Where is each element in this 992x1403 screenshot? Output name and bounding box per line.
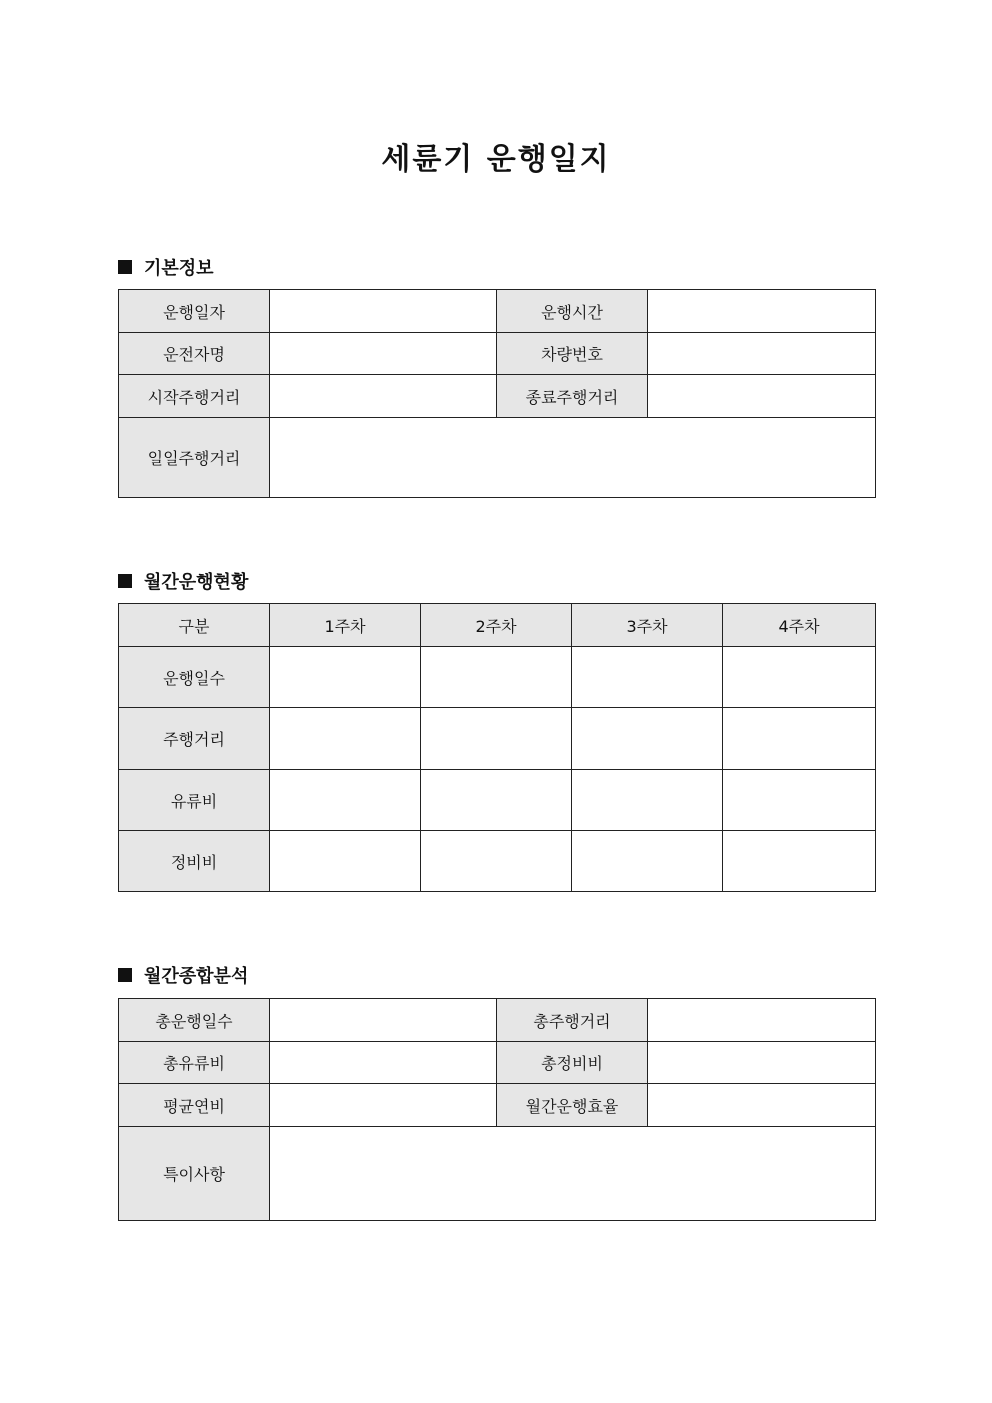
- field-remarks[interactable]: [270, 1127, 876, 1221]
- label-date: 운행일자: [119, 290, 270, 333]
- label-daily-distance: 일일주행거리: [119, 418, 270, 498]
- monthly-status-table: [118, 603, 876, 892]
- table-cell[interactable]: [270, 708, 421, 770]
- field-total-days[interactable]: [270, 999, 497, 1042]
- table-row: [119, 831, 876, 892]
- field-start-odo[interactable]: [270, 375, 497, 418]
- column-header: 2주차: [421, 604, 572, 647]
- table-cell[interactable]: [421, 770, 572, 831]
- square-bullet-icon: [118, 574, 132, 588]
- field-date[interactable]: [270, 290, 497, 333]
- table-cell[interactable]: [421, 647, 572, 708]
- table-cell[interactable]: [723, 831, 876, 892]
- square-bullet-icon: [118, 968, 132, 982]
- label-total-distance: 총주행거리: [497, 999, 648, 1042]
- label-total-fuel: 총유류비: [119, 1042, 270, 1084]
- section-heading-monthly-analysis: [118, 962, 248, 988]
- table-cell[interactable]: [421, 708, 572, 770]
- column-header: 4주차: [723, 604, 876, 647]
- table-cell[interactable]: [572, 708, 723, 770]
- label-total-maintenance: 총정비비: [497, 1042, 648, 1084]
- label-total-days: 총운행일수: [119, 999, 270, 1042]
- row-label: 유류비: [119, 770, 270, 831]
- table-row: [119, 647, 876, 708]
- basic-info-table: [118, 289, 876, 498]
- table-cell[interactable]: [723, 647, 876, 708]
- column-header: 구분: [119, 604, 270, 647]
- monthly-analysis-table: [118, 998, 876, 1221]
- section-heading-monthly-status: [118, 568, 248, 594]
- table-cell[interactable]: [270, 770, 421, 831]
- label-time: 운행시간: [497, 290, 648, 333]
- field-total-maintenance[interactable]: [648, 1042, 876, 1084]
- row-label: 주행거리: [119, 708, 270, 770]
- column-header: 3주차: [572, 604, 723, 647]
- table-cell[interactable]: [572, 831, 723, 892]
- label-driver: 운전자명: [119, 333, 270, 375]
- label-avg-efficiency: 평균연비: [119, 1084, 270, 1127]
- field-end-odo[interactable]: [648, 375, 876, 418]
- section-heading-monthly-status-label: 월간운행현황: [144, 572, 249, 593]
- label-monthly-efficiency: 월간운행효율: [497, 1084, 648, 1127]
- label-end-odo: 종료주행거리: [497, 375, 648, 418]
- section-heading-basic-label: 기본정보: [144, 258, 214, 279]
- table-row: [119, 708, 876, 770]
- row-label: 정비비: [119, 831, 270, 892]
- field-vehicle[interactable]: [648, 333, 876, 375]
- table-cell[interactable]: [270, 647, 421, 708]
- page-title: 세륜기 운행일지: [381, 142, 611, 177]
- field-monthly-efficiency[interactable]: [648, 1084, 876, 1127]
- table-cell[interactable]: [572, 647, 723, 708]
- label-vehicle: 차량번호: [497, 333, 648, 375]
- field-total-fuel[interactable]: [270, 1042, 497, 1084]
- field-driver[interactable]: [270, 333, 497, 375]
- table-cell[interactable]: [421, 831, 572, 892]
- row-label: 운행일수: [119, 647, 270, 708]
- field-avg-efficiency[interactable]: [270, 1084, 497, 1127]
- label-remarks: 특이사항: [119, 1127, 270, 1221]
- field-time[interactable]: [648, 290, 876, 333]
- field-total-distance[interactable]: [648, 999, 876, 1042]
- section-heading-monthly-analysis-label: 월간종합분석: [144, 966, 249, 987]
- table-cell[interactable]: [723, 708, 876, 770]
- field-daily-distance[interactable]: [270, 418, 876, 498]
- square-bullet-icon: [118, 260, 132, 274]
- label-start-odo: 시작주행거리: [119, 375, 270, 418]
- column-header: 1주차: [270, 604, 421, 647]
- table-cell[interactable]: [572, 770, 723, 831]
- table-row: [119, 770, 876, 831]
- table-cell[interactable]: [723, 770, 876, 831]
- table-cell[interactable]: [270, 831, 421, 892]
- section-heading-basic: [118, 254, 214, 280]
